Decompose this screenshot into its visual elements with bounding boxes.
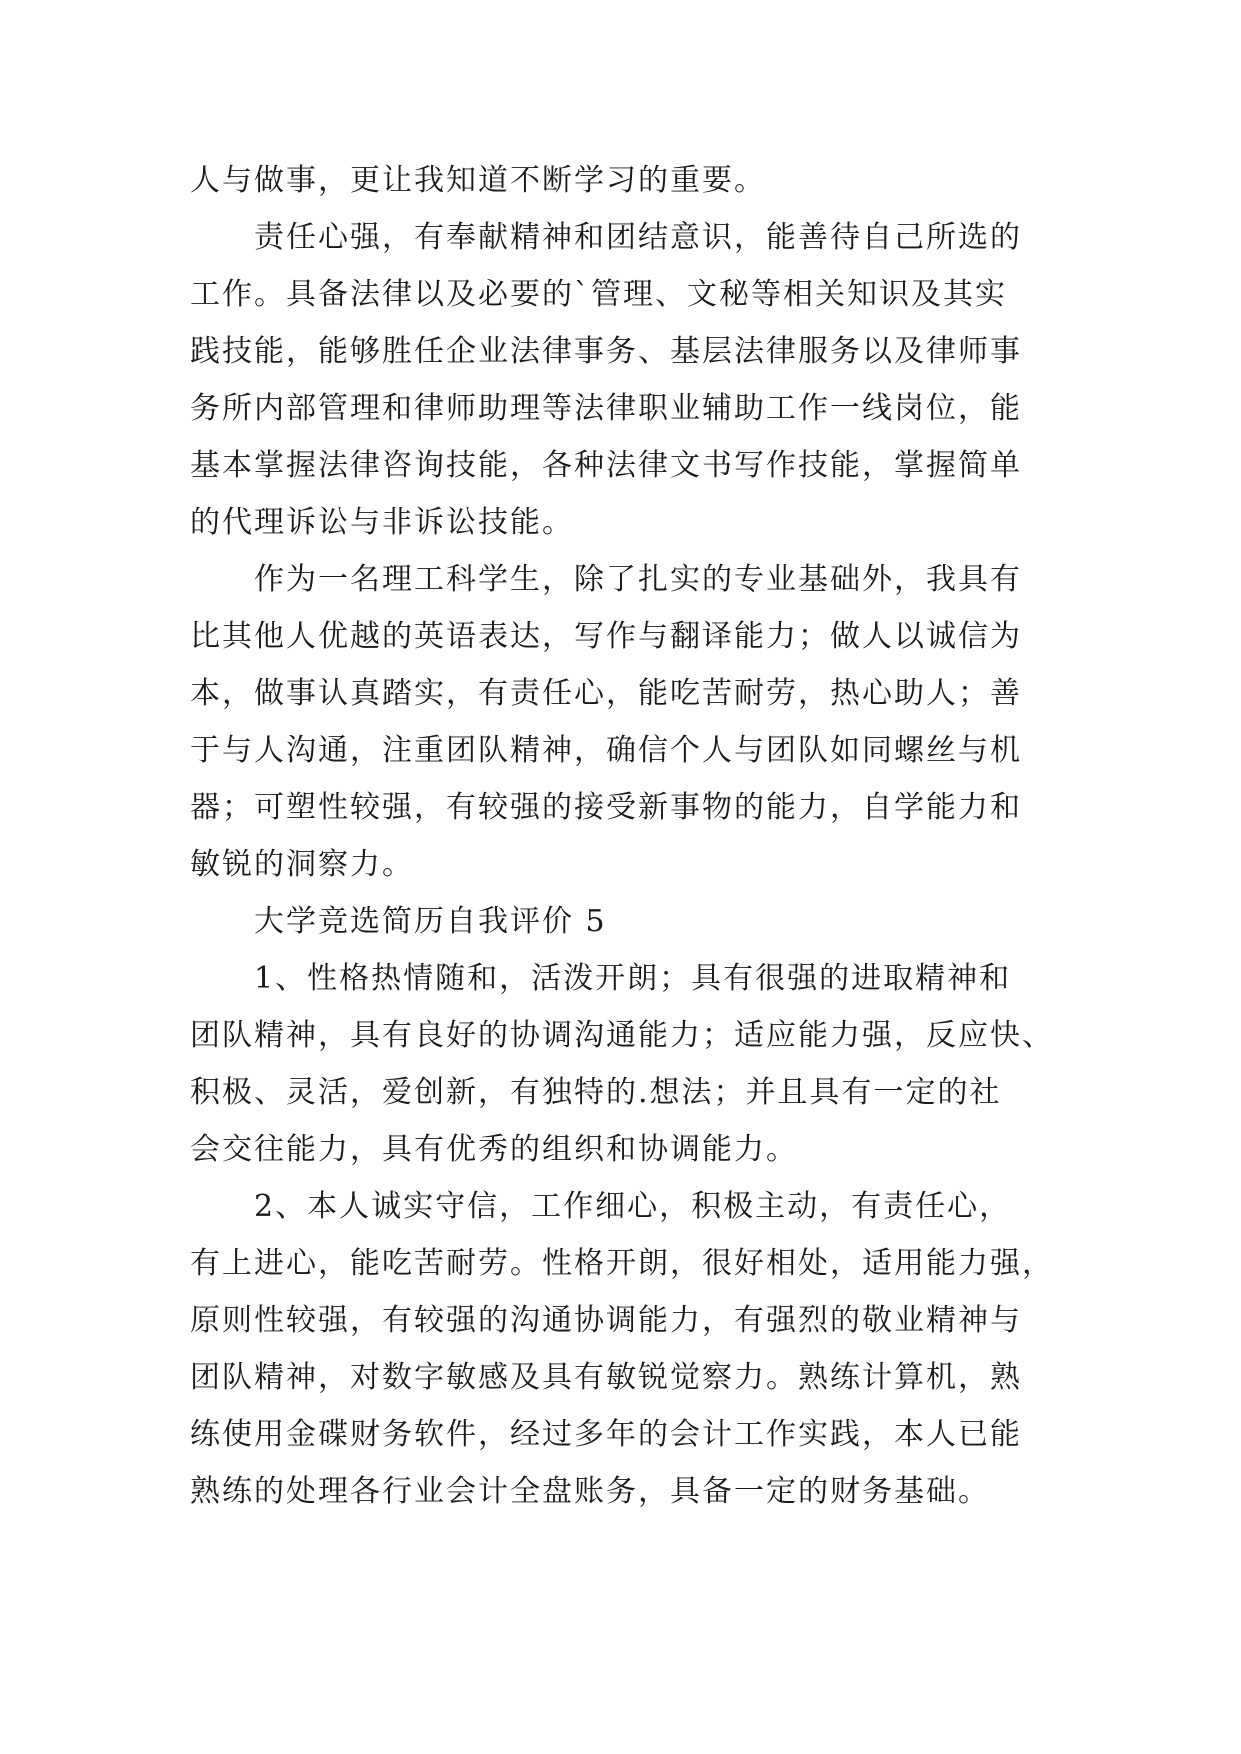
paragraph-first-line: 责任心强，有奉献精神和团结意识，能善待自己所选的 <box>254 220 1022 255</box>
paragraph-first-line: 2、本人诚实守信，工作细心，积极主动，有责任心， <box>254 1189 1012 1224</box>
text-line: 敏锐的洞察力。 <box>190 847 414 882</box>
text-line: 于与人沟通，注重团队精神，确信个人与团队如同螺丝与机 <box>190 733 1022 768</box>
text-line: 务所内部管理和律师助理等法律职业辅助工作一线岗位，能 <box>190 391 1022 426</box>
text-line: 练使用金碟财务软件，经过多年的会计工作实践，本人已能 <box>190 1417 1022 1452</box>
paragraph-first-line: 1、性格热情随和，活泼开朗；具有很强的进取精神和 <box>254 961 1012 996</box>
text-line: 积极、灵活，爱创新，有独特的.想法；并且具有一定的社 <box>190 1075 1002 1110</box>
text-line: 工作。具备法律以及必要的`管理、文秘等相关知识及其实 <box>190 277 1007 312</box>
paragraph-first-line: 作为一名理工科学生，除了扎实的专业基础外，我具有 <box>254 562 1022 597</box>
text-line: 团队精神，具有良好的协调沟通能力；适应能力强，反应快、 <box>190 1018 1054 1053</box>
text-line: 践技能，能够胜任企业法律事务、基层法律服务以及律师事 <box>190 334 1022 369</box>
text-line: 熟练的处理各行业会计全盘账务，具备一定的财务基础。 <box>190 1474 990 1509</box>
text-line: 有上进心，能吃苦耐劳。性格开朗，很好相处，适用能力强， <box>190 1246 1054 1281</box>
text-line: 会交往能力，具有优秀的组织和协调能力。 <box>190 1132 798 1167</box>
text-line: 人与做事，更让我知道不断学习的重要。 <box>190 163 766 198</box>
document-body <box>190 152 1054 1520</box>
text-line: 原则性较强，有较强的沟通协调能力，有强烈的敬业精神与 <box>190 1303 1022 1338</box>
text-line: 比其他人优越的英语表达，写作与翻译能力；做人以诚信为 <box>190 619 1022 654</box>
text-line: 器；可塑性较强，有较强的接受新事物的能力，自学能力和 <box>190 790 1022 825</box>
paragraph-first-line: 大学竞选简历自我评价 5 <box>254 904 607 939</box>
text-line: 团队精神，对数字敏感及具有敏锐觉察力。熟练计算机，熟 <box>190 1360 1022 1395</box>
text-line: 的代理诉讼与非诉讼技能。 <box>190 505 574 540</box>
text-line: 本，做事认真踏实，有责任心，能吃苦耐劳，热心助人；善 <box>190 676 1022 711</box>
text-line: 基本掌握法律咨询技能，各种法律文书写作技能，掌握简单 <box>190 448 1022 483</box>
